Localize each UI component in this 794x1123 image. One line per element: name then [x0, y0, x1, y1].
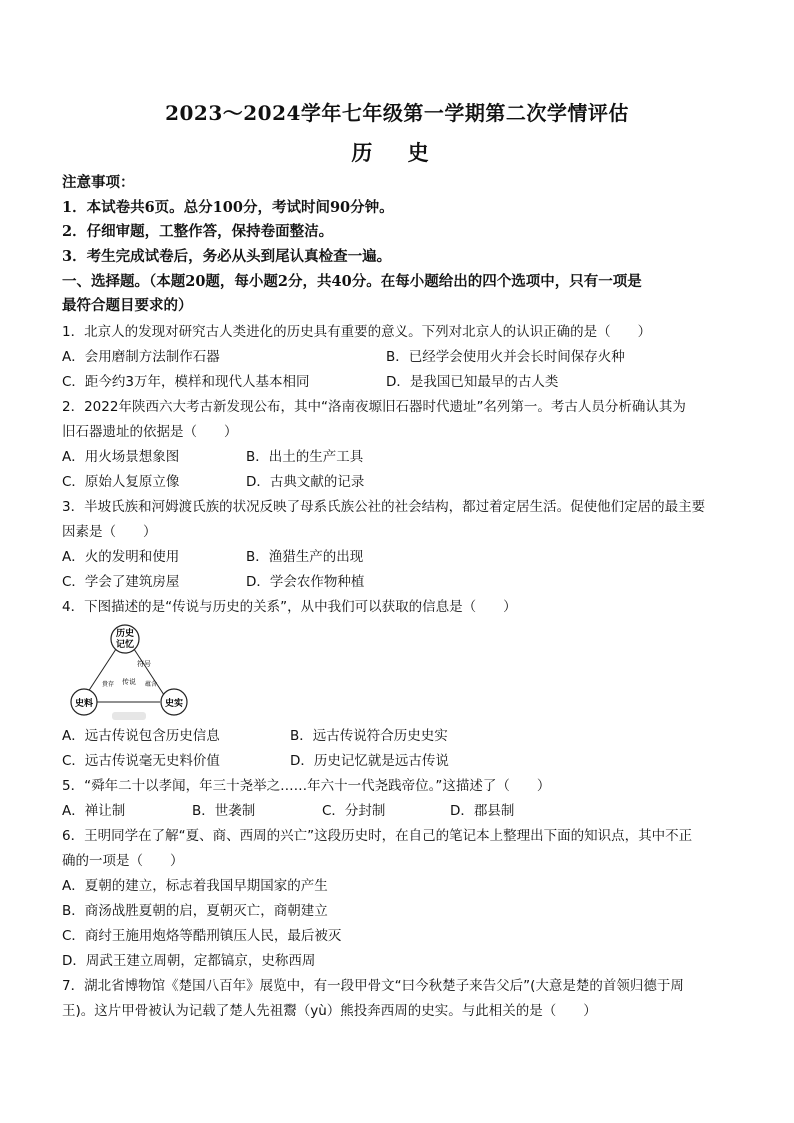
q5-option-d: D．郡县制 [450, 803, 515, 819]
q3-option-d: D．学会农作物种植 [246, 574, 365, 590]
q1-option-d: D．是我国已知最早的古人类 [386, 374, 559, 390]
note-item-3: 3．考生完成试卷后，务必从头到尾认真检查一遍。 [62, 248, 392, 265]
question-6-stem: 6．王明同学在了解“夏、商、西周的兴亡”这段历史时，在自己的笔记本上整理出下面的知识点，其中不正 [62, 828, 693, 844]
diagram-label-left: 史料 [74, 699, 94, 709]
question-5-stem: 5．“舜年二十以孝闻，年三十尧举之……年六十一代尧践帝位。”这描述了（ ） [62, 778, 551, 794]
q4-option-a: A．远古传说包含历史信息 [62, 728, 220, 744]
q4-option-c: C．远古传说毫无史料价值 [62, 753, 220, 769]
diagram-edge-label-1: 貴存 [101, 681, 115, 688]
q5-option-a: A．禅让制 [62, 803, 126, 819]
question-7-stem: 7．湖北省博物馆《楚国八百年》展览中，有一段甲骨文“曰今秋楚子来告父后”(大意是楚的首领归德于周 [62, 978, 684, 994]
question-1-stem: 1．北京人的发现对研究古人类进化的历史具有重要的意义。下列对北京人的认识正确的是（ ） [62, 324, 652, 340]
section-1-heading: 一、选择题。（本题20题，每小题2分，共40分。在每小题给出的四个选项中，只有一项是 [62, 273, 642, 290]
q2-option-d: D．古典文献的记录 [246, 474, 365, 490]
q1-option-a: A．会用磨制方法制作石器 [62, 349, 220, 365]
notes-header: 注意事项： [62, 174, 135, 191]
q6-option-d: D．周武王建立周朝，定都镐京，史称西周 [62, 953, 316, 969]
q6-option-b: B．商汤战胜夏朝的启，夏朝灭亡，商朝建立 [62, 903, 328, 919]
diagram-label-top-1: 历史 [115, 629, 135, 639]
q3-option-c: C．学会了建筑房屋 [62, 574, 180, 590]
history-legend-diagram [62, 624, 202, 724]
q4-option-d: D．历史记忆就是远古传说 [290, 753, 449, 769]
diagram-edge-label-symbol: 符号 [137, 660, 151, 668]
question-6-stem-cont: 确的一项是（ ） [62, 853, 184, 869]
diagram-edge-label-legend: 传说 [122, 678, 136, 686]
diagram-edge-label-2: 蕴含 [144, 681, 158, 688]
note-item-1: 1．本试卷共6页。总分100分，考试时间90分钟。 [62, 199, 394, 216]
note-item-2: 2．仔细审题，工整作答，保持卷面整洁。 [62, 223, 334, 240]
q4-option-b: B．远古传说符合历史史实 [290, 728, 448, 744]
subject-title: 历 史 [351, 140, 443, 165]
question-2-stem: 2．2022年陕西六大考古新发现公布，其中“洛南夜塬旧石器时代遗址”名列第一。考古人员分析确认其为 [62, 399, 686, 415]
q2-option-b: B．出土的生产工具 [246, 449, 364, 465]
question-4-stem: 4．下图描述的是“传说与历史的关系”，从中我们可以获取的信息是（ ） [62, 599, 517, 615]
diagram-edge-right [132, 646, 166, 698]
q1-option-c: C．距今约3万年，模样和现代人基本相同 [62, 374, 310, 390]
exam-title: 2023～2024学年七年级第一学期第二次学情评估 [165, 101, 629, 125]
q5-option-c: C．分封制 [322, 803, 386, 819]
q6-option-c: C．商纣王施用炮烙等酷刑镇压人民，最后被灭 [62, 928, 342, 944]
question-2-stem-cont: 旧石器遗址的依据是（ ） [62, 424, 238, 440]
question-3-stem: 3．半坡氏族和河姆渡氏族的状况反映了母系氏族公社的社会结构，都过着定居生活。促使他们定居的最主要 [62, 499, 706, 515]
q2-option-c: C．原始人复原立像 [62, 474, 180, 490]
question-7-stem-cont: 王)。这片甲骨被认为记载了楚人先祖鬻（yù）熊投奔西周的史实。与此相关的是（ ） [62, 1003, 597, 1019]
q1-option-b: B．已经学会使用火并会长时间保存火种 [386, 349, 625, 365]
q6-option-a: A．夏朝的建立，标志着我国早期国家的产生 [62, 878, 328, 894]
q5-option-b: B．世袭制 [192, 803, 256, 819]
q3-option-b: B．渔猎生产的出现 [246, 549, 364, 565]
q3-option-a: A．火的发明和使用 [62, 549, 180, 565]
diagram-caption-blur [112, 712, 146, 720]
q2-option-a: A．用火场景想象图 [62, 449, 180, 465]
diagram-label-top-2: 记忆 [115, 640, 135, 650]
diagram-label-right: 史实 [164, 699, 184, 709]
question-3-stem-cont: 因素是（ ） [62, 524, 157, 540]
section-1-heading-cont: 最符合题目要求的） [62, 297, 193, 314]
